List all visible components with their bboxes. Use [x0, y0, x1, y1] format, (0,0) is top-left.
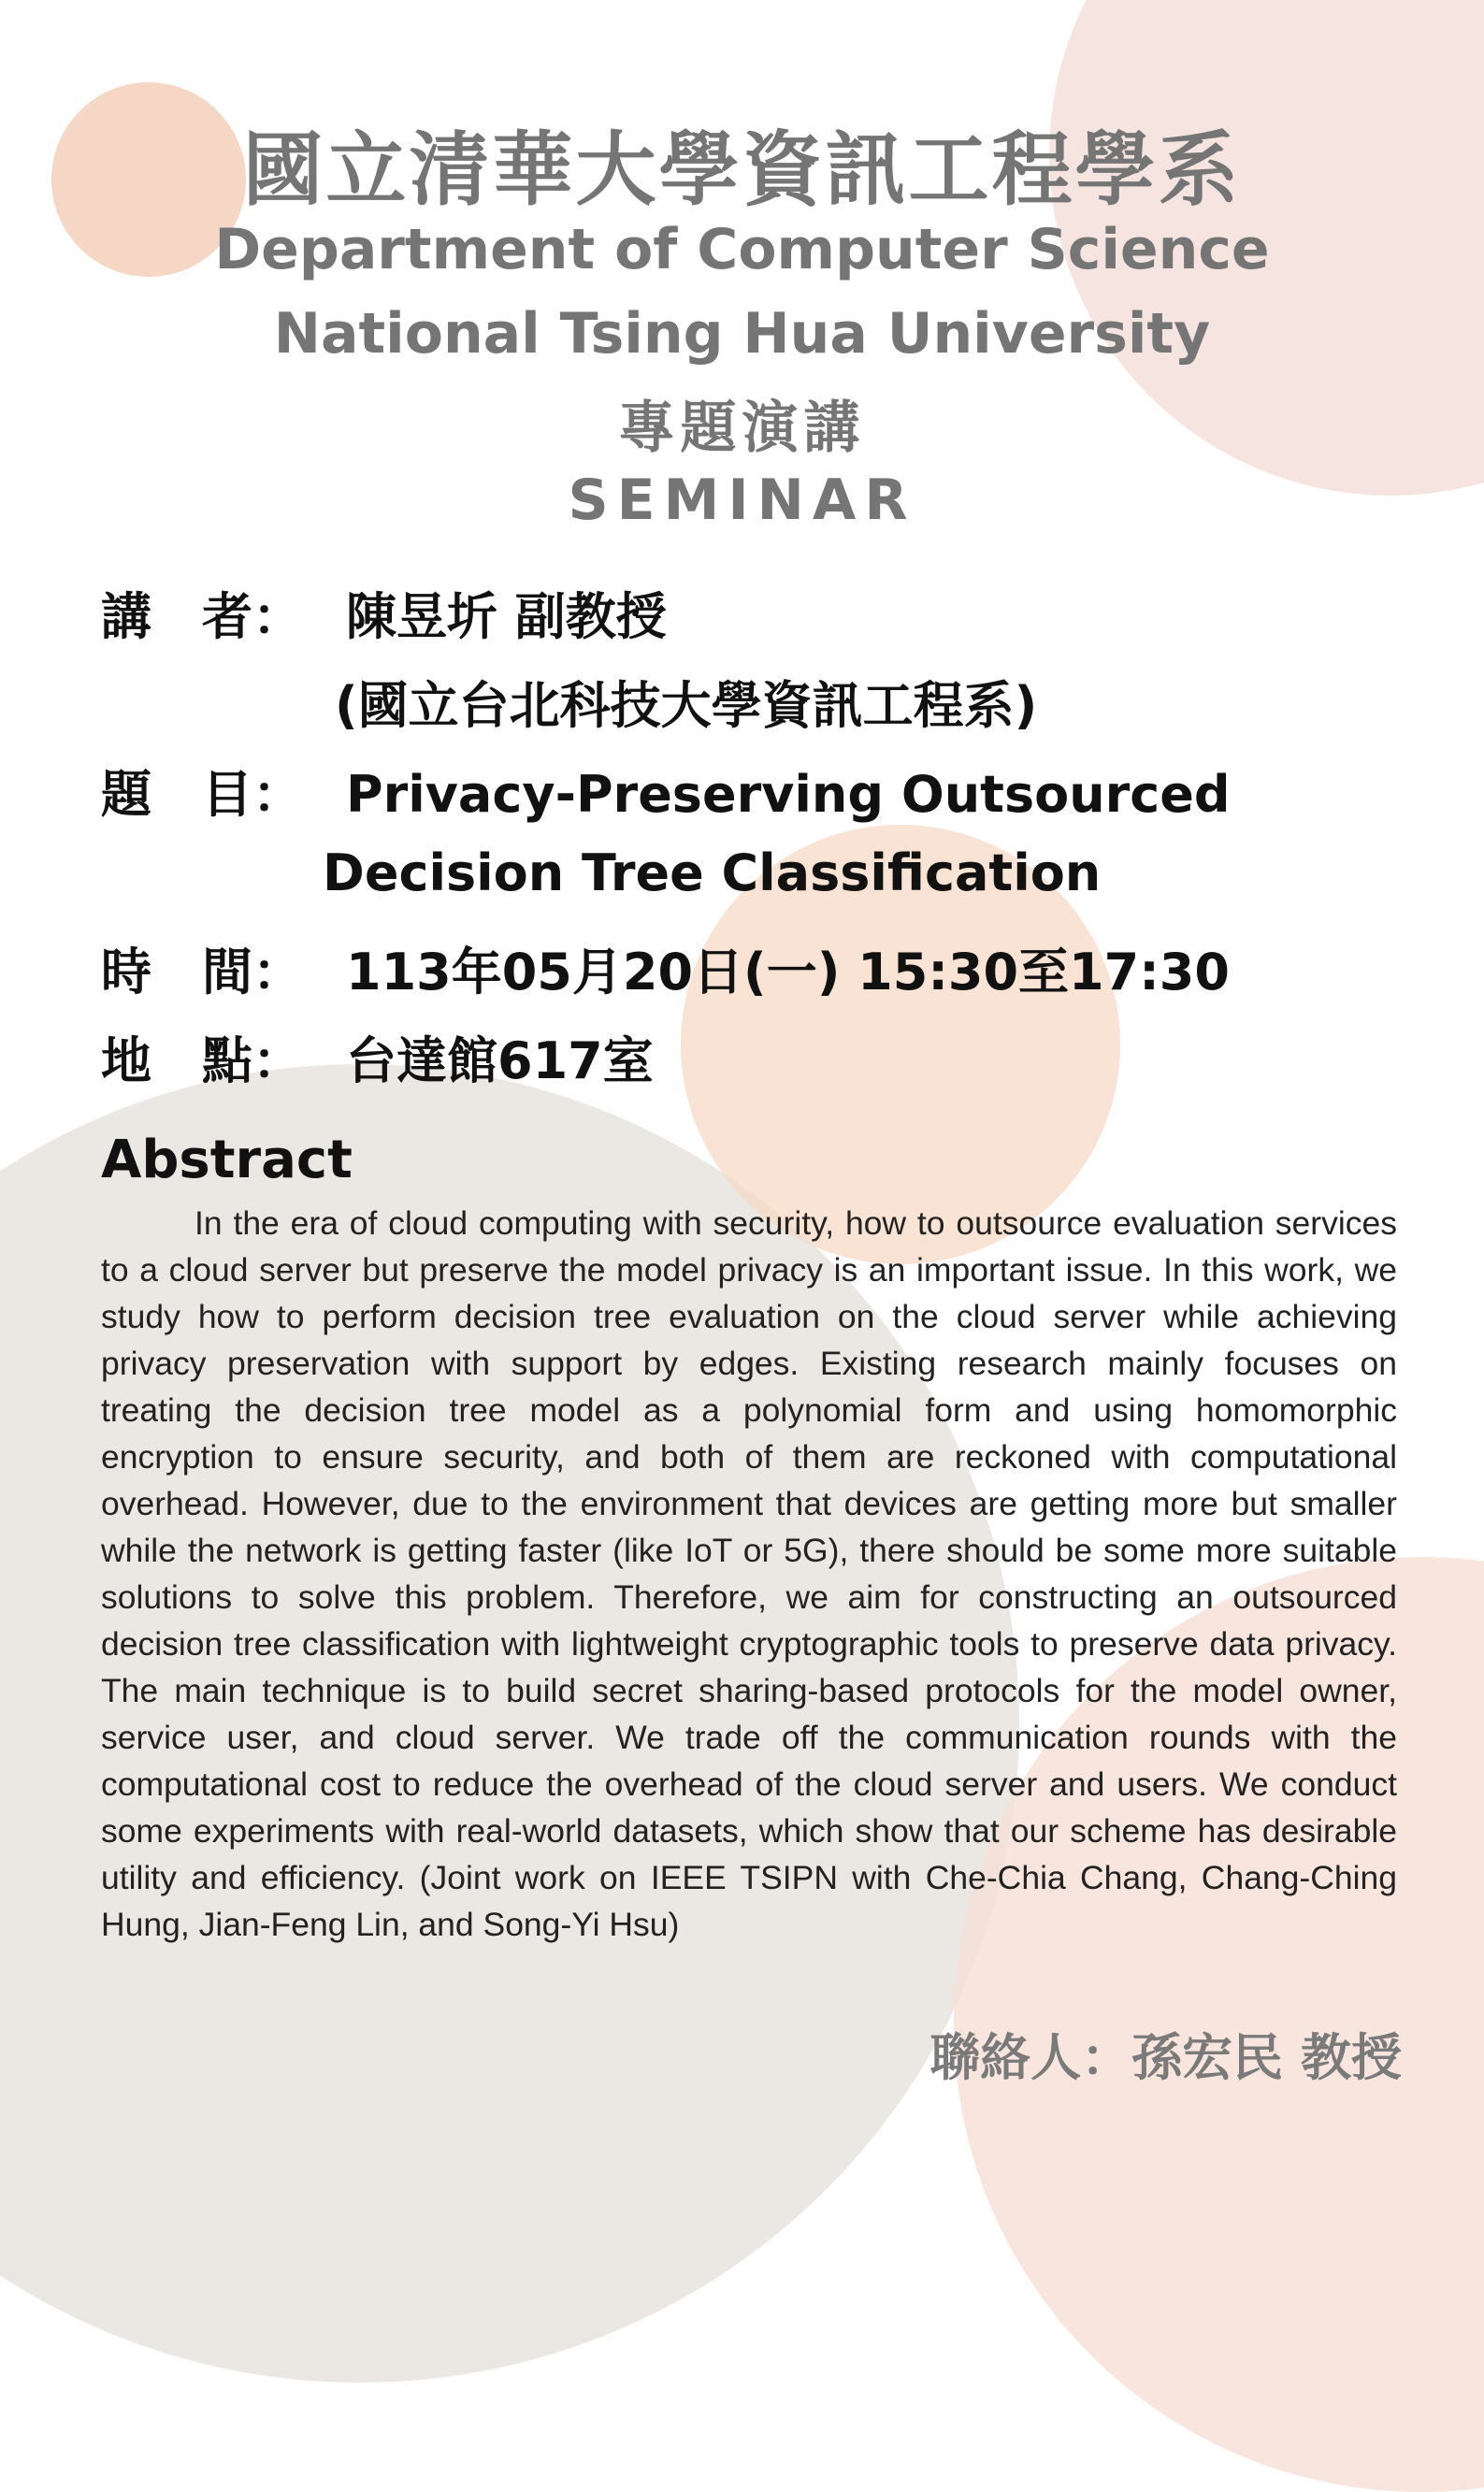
place-value: 台達館617室 [346, 1031, 654, 1090]
topic-row [101, 755, 1231, 827]
department-title-en: Department of Computer Science [214, 217, 1270, 282]
topic-line-1: Privacy-Preserving Outsourced [346, 765, 1231, 824]
speaker-row [101, 577, 667, 649]
speaker-label: 講 者： [101, 587, 303, 646]
speaker-affiliation: (國立台北科技大學資訊工程系) [335, 676, 1038, 735]
time-value: 113年05月20日(一) 15:30至17:30 [346, 943, 1230, 1001]
topic-label: 題 目： [101, 765, 303, 824]
contact-person: 聯絡人：孫宏民 教授 [929, 2028, 1402, 2087]
university-title-en: National Tsing Hua University [273, 301, 1211, 367]
speaker-name: 陳昱圻 副教授 [346, 587, 667, 646]
abstract-body: In the era of cloud computing with security, how to outsource evaluation services to a cloud server but preserve the model privacy is an important issue. In this work, we study how to perform decision tree evaluation on the cloud server while achieving privacy preservation with support by edges. Existing research mainly focuses on treating the decision tree model as a polynomial form and using homomorphic encryption to ensure security, and both of them are reckoned with computational overhead. However, due to the environment that devices are getting more but smaller while the network is getting faster (like IoT or 5G), there should be some more suitable solutions to solve this problem. Therefore, we aim for constructing an outsourced decision tree classification with lightweight cryptographic tools to preserve data privacy. The main technique is to build secret sharing-based protocols for the model owner, service user, and cloud server. We trade off the communication rounds with the computational cost to reduce the overhead of the cloud server and users. We conduct some experiments with real-world datasets, which show that our scheme has desirable utility and efficiency. (Joint work on IEEE TSIPN with Che-Chia Chang, Chang-Ching Hung, Jian-Feng Lin, and Song-Yi Hsu) [101, 1204, 1397, 1943]
seminar-title-en: SEMINAR [568, 468, 916, 533]
seminar-title-zh: 專題演講 [618, 396, 866, 461]
time-label: 時 間： [101, 943, 303, 1001]
place-label: 地 點： [101, 1031, 303, 1090]
abstract-heading: Abstract [101, 1130, 353, 1190]
department-title-zh: 國立清華大學資訊工程學系 [242, 123, 1242, 217]
place-row [101, 1021, 654, 1093]
time-row [101, 932, 1230, 1004]
topic-line-2: Decision Tree Classification [323, 843, 1102, 902]
